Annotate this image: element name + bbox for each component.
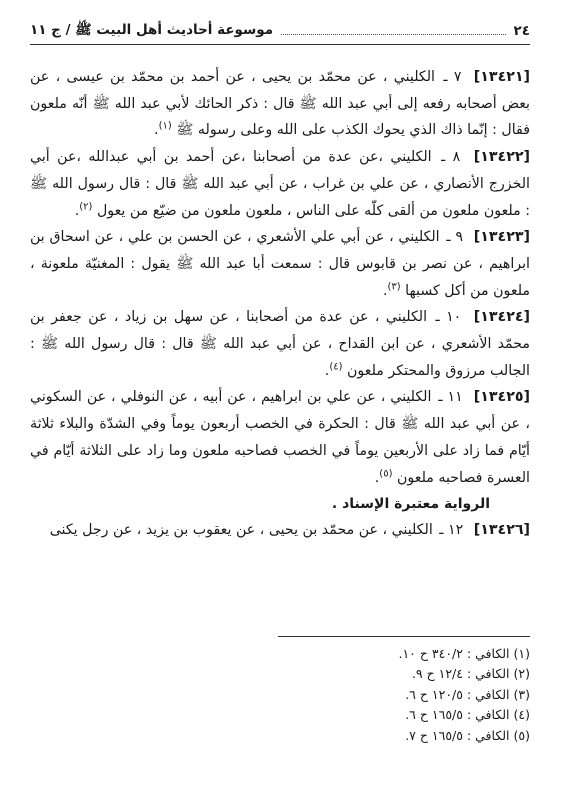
hadith-order: ٨ ـ bbox=[441, 149, 461, 166]
hadith-entry bbox=[30, 517, 530, 544]
hadith-entry bbox=[30, 304, 530, 384]
hadith-number: [١٣٤٢٣] bbox=[473, 229, 531, 246]
hadith-number: [١٣٤٢٦] bbox=[473, 522, 530, 539]
hadith-order: ١٠ ـ bbox=[435, 309, 462, 326]
hadith-entry bbox=[30, 384, 530, 491]
chain-note: الرواية معتبرة الإسناد . bbox=[331, 496, 490, 513]
hadith-text: الكليني ، عن محمّد بن يحيى ، عن يعقوب بن يزيد ، عن رجل يكنى bbox=[49, 522, 433, 539]
footnote-item: (٢) الكافي : ١٢/٤ ح ٩. bbox=[411, 666, 530, 682]
footnote-marker: (٥) bbox=[379, 467, 393, 479]
footnote-marker: (٣) bbox=[387, 280, 401, 292]
hadith-order: ٧ ـ bbox=[443, 69, 462, 85]
hadith-number: [١٣٤٢١] bbox=[473, 69, 531, 85]
footnote-separator bbox=[278, 636, 530, 637]
hadith-order: ٩ ـ bbox=[446, 229, 463, 246]
footnote-item: (٥) الكافي : ١٦٥/٥ ح ٧. bbox=[405, 727, 530, 743]
hadith-order: ١٢ ـ bbox=[439, 522, 464, 539]
hadith-number: [١٣٤٢٢] bbox=[473, 149, 531, 166]
book-title: موسوعة أحاديث أهل البيت bbox=[96, 22, 274, 38]
footnote-marker: (١) bbox=[158, 120, 172, 132]
hadith-end: . bbox=[324, 362, 330, 379]
honorific-glyph: ﷺ bbox=[75, 22, 92, 38]
hadith-text: الكليني ، عن أبي علي الأشعري ، عن الحسن بن علي ، عن اسحاق بن ابراهيم ، عن نصر بن قابوس قال : سمعت أبا عبد الله ﷺ يقول : المغنيّة ملعونة ، ملعون من أكل كسبها bbox=[30, 229, 530, 299]
hadith-text: الكليني ، عن عدة من أصحابنا ، عن سهل بن زياد ، عن جعفر بن محمّد الأشعري ، عن ابن القداح ، عن أبي عبد الله ﷺ قال : قال رسول الله ﷺ : الجالب مرزوق والمحتكر ملعون bbox=[30, 309, 530, 379]
hadith-end: . bbox=[382, 282, 388, 299]
footnote-item: (٣) الكافي : ١٢٠/٥ ح ٦. bbox=[405, 686, 530, 702]
hadith-text: الكليني ، عن محمّد بن يحيى ، عن أحمد بن محمّد بن عيسى ، عن بعض أصحابه رفعه إلى أبي عبد الله ﷺ قال : ذكر الحائك لأبي عبد الله ﷺ أنّه ملعون فقال : إنّما ذاك الذي يحوك الكذب على الله وعلى رسوله ﷺ bbox=[30, 69, 530, 139]
footnotes bbox=[30, 644, 530, 746]
page-number: ٢٤ bbox=[513, 23, 530, 39]
hadith-text: الكليني ، عن علي بن ابراهيم ، عن أبيه ، عن النوفلي ، عن السكوني ، عن أبي عبد الله ﷺ قال : الحكرة في الخصب أربعون يوماً وفي الشدّة والبلاء ثلاثة أيّام فما زاد على الأربعين يوماً في الخصب فصاحبه ملعون وما زاد على الثلاثة أيّام في العسرة فصاحبه ملعون bbox=[30, 389, 530, 486]
running-title bbox=[30, 21, 273, 41]
footnote-marker: (٢) bbox=[79, 200, 93, 212]
footnote-marker: (٤) bbox=[329, 361, 343, 372]
header-dot-leader bbox=[281, 34, 505, 35]
footnote-item: (١) الكافي : ٣٤٠/٢ ح ١٠. bbox=[398, 646, 530, 661]
hadith-number: [١٣٤٢٤] bbox=[473, 309, 530, 326]
hadith-order: ١١ ـ bbox=[438, 389, 463, 406]
hadith-text: الكليني ،عن عدة من أصحابنا ،عن أحمد بن أبي عبدالله ،عن أبي الخزرج الأنصاري ، عن علي بن غراب ، عن أبي عبد الله ﷺ قال : قال رسول الله ﷺ : ملعون ملعون من ألقى كلّه على الناس ، ملعون ملعون من ضيّع من يعول bbox=[30, 149, 530, 219]
hadith-entry bbox=[30, 144, 530, 224]
page-body bbox=[30, 64, 530, 544]
hadith-end: . bbox=[374, 469, 380, 486]
footnote-item: (٤) الكافي : ١٦٥/٥ ح ٦. bbox=[405, 707, 530, 723]
hadith-entry bbox=[30, 224, 530, 304]
hadith-end: . bbox=[154, 122, 159, 139]
hadith-number: [١٣٤٢٥] bbox=[473, 389, 530, 406]
hadith-entry bbox=[30, 64, 530, 144]
running-header bbox=[30, 18, 530, 45]
volume-label: / ج ١١ bbox=[30, 22, 71, 38]
hadith-end: . bbox=[74, 202, 80, 219]
